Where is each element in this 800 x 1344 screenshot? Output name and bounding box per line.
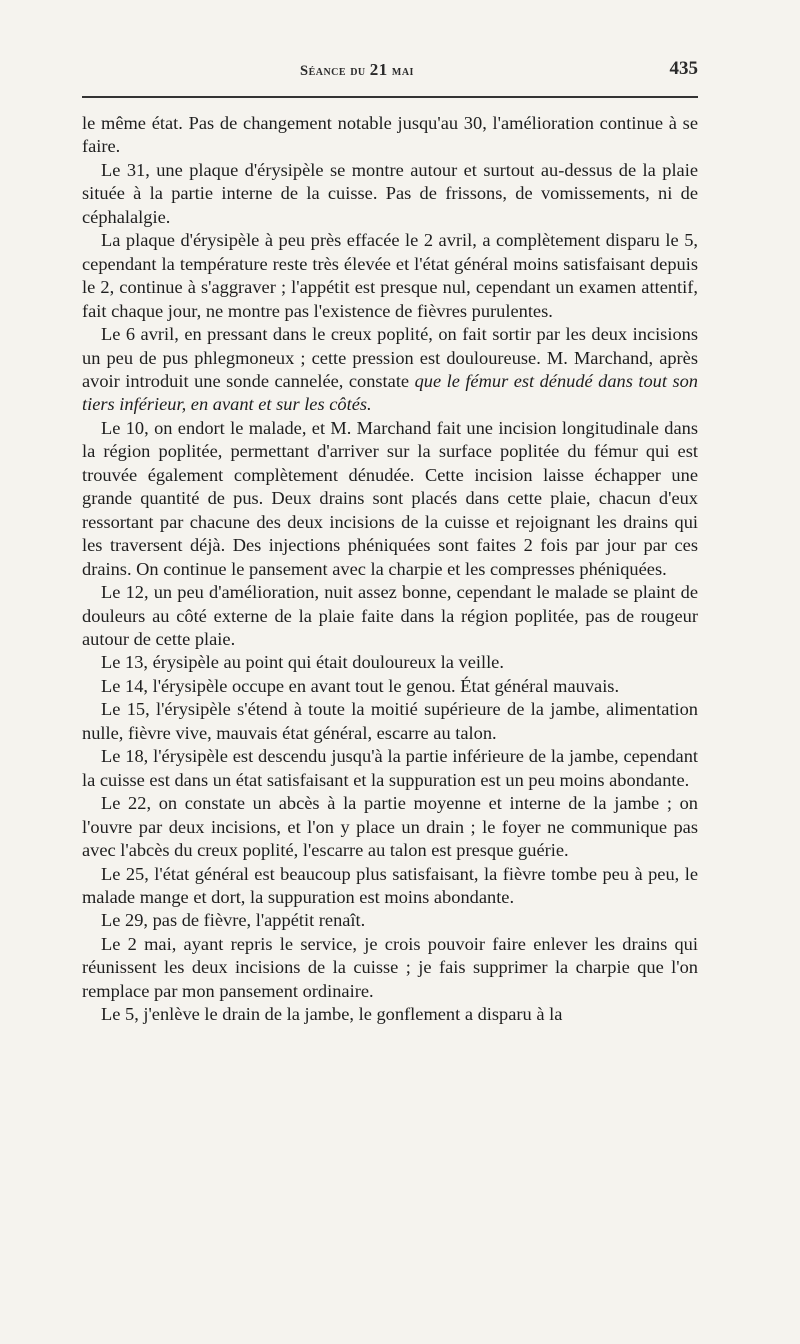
page-number: 435 xyxy=(669,58,698,79)
paragraph: Le 31, une plaque d'érysipèle se montre autour et surtout au-dessus de la plaie située à la partie interne de la cuisse. Pas de frissons, de vomissements, ni de céphalalgie. xyxy=(82,159,698,227)
paragraph: Le 10, on endort le malade, et M. Marchand fait une incision longitudinale dans la région poplitée, permettant d'arriver sur la surface poplitée du fémur qui est trouvée également complètement dénudée. Cette incision laisse échapper une grande quantité de pus. Deux drains sont placés dans cette plaie, chacun d'eux ressortant par chacune des deux incisions de la cuisse et rejoignant les drains qui les traversent déjà. Des injections phéniquées sont faites 2 fois par jour par ces drains. On continue le pansement avec la charpie et les compresses phéniquées. xyxy=(82,417,698,579)
page-header xyxy=(82,60,698,88)
paragraph: Le 29, pas de fièvre, l'appétit renaît. xyxy=(101,910,366,931)
header-rule xyxy=(82,96,698,98)
paragraph xyxy=(82,323,698,417)
body-text xyxy=(82,112,698,1027)
italic-quote: que le fémur est dénudé dans tout son tiers inférieur, en avant et sur les côtés. xyxy=(82,370,698,415)
paragraph: Le 13, érysipèle au point qui était douloureux la veille. xyxy=(101,652,504,673)
paragraph: Le 25, l'état général est beaucoup plus satisfaisant, la fièvre tombe peu à peu, le malade mange et dort, la suppuration est moins abondante. xyxy=(82,863,698,907)
paragraph: Le 14, l'érysipèle occupe en avant tout le genou. État général mauvais. xyxy=(101,675,620,696)
paragraph: Le 2 mai, ayant repris le service, je crois pouvoir faire enlever les drains qui réunissent les deux incisions de la cuisse ; je fais supprimer la charpie que l'on remplace par mon pansement ordinaire. xyxy=(82,933,698,1001)
paragraph-text: Le 6 avril, en pressant dans le creux poplité, on fait sortir par les deux incisions un peu de pus phlegmoneux ; cette pression est douloureuse. M. Marchand, après avoir introduit une sonde cannelée, constate xyxy=(82,324,698,391)
paragraph: le même état. Pas de changement notable jusqu'au 30, l'amélioration continue à se faire. xyxy=(82,113,698,157)
paragraph: Le 15, l'érysipèle s'étend à toute la moitié supérieure de la jambe, alimentation nulle, fièvre vive, mauvais état général, escarre au talon. xyxy=(82,699,698,743)
paragraph: Le 12, un peu d'amélioration, nuit assez bonne, cependant le malade se plaint de douleurs au côté externe de la plaie faite dans la région poplitée, pas de rougeur autour de cette plaie. xyxy=(82,582,698,649)
running-head xyxy=(300,60,414,80)
paragraph: Le 18, l'érysipèle est descendu jusqu'à la partie inférieure de la jambe, cependant la cuisse est dans un état satisfaisant et la suppuration est un peu moins abondante. xyxy=(82,746,698,790)
paragraph: La plaque d'érysipèle à peu près effacée le 2 avril, a complètement disparu le 5, cependant la température reste très élevée et l'état général moins satisfaisant depuis le 2, continue à s'aggraver ; l'appétit est presque nul, cependant un examen attentif, fait chaque jour, ne montre pas l'existence de fièvres purulentes. xyxy=(82,230,698,321)
paragraph: Le 22, on constate un abcès à la partie moyenne et interne de la jambe ; on l'ouvre par deux incisions, et l'on y place un drain ; le foyer ne communique pas avec l'abcès du creux poplité, l'escarre au talon est presque guérie. xyxy=(82,793,698,861)
running-head-suffix: mai xyxy=(387,63,414,79)
running-head-prefix: Séance du xyxy=(300,63,370,79)
paragraph: Le 5, j'enlève le drain de la jambe, le gonflement a disparu à la xyxy=(101,1004,563,1025)
running-head-day: 21 xyxy=(369,60,388,79)
